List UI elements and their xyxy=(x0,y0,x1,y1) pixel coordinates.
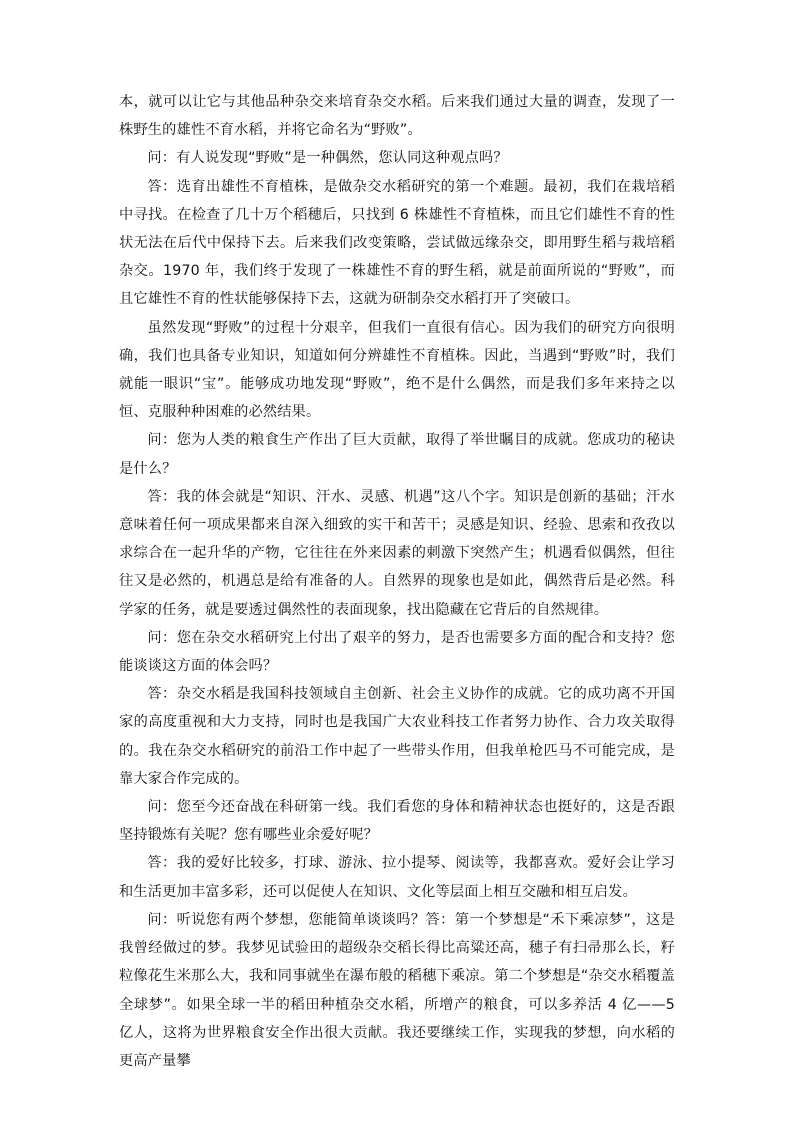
paragraph-question: 问：有人说发现“野败”是一种偶然，您认同这种观点吗？ xyxy=(147,150,508,167)
paragraph-question: 问：您至今还奋战在科研第一线。我们看您的身体和精神状态也挺好的，这是否跟坚持锻炼有关呢？您有哪些业余爱好呢？ xyxy=(119,799,675,844)
paragraph-question-answer: 问：听说您有两个梦想，您能简单谈谈吗？答：第一个梦想是“禾下乘凉梦”，这是我曾经做过的梦。我梦见试验田的超级杂交稻长得比高粱还高，穗子有扫帚那么长，籽粒像花生米那么大，我和同事就坐在瀑布般的稻穗下乘凉。第二个梦想是“杂交水稻覆盖全球梦”。如果全球一半的稻田种植杂交水稻，所增产的粮食，可以多养活 4 亿——5 亿人，这将为世界粮食安全作出很大贡献。我还要继续工作，实现我的梦想，向水稻的更高产量攀 xyxy=(119,911,675,1069)
paragraph-answer: 答：我的爱好比较多，打球、游泳、拉小提琴、阅读等，我都喜欢。爱好会让学习和生活更加丰富多彩，还可以促使人在知识、文化等层面上相互交融和相互启发。 xyxy=(119,855,675,900)
paragraph-answer: 答：杂交水稻是我国科技领域自主创新、社会主义协作的成就。它的成功离不开国家的高度重视和大力支持，同时也是我国广大农业科技工作者努力协作、合力攻关取得的。我在杂交水稻研究的前沿工作中起了一些带头作用，但我单枪匹马不可能完成，是靠大家合作完成的。 xyxy=(119,686,675,787)
paragraph-question: 问：您在杂交水稻研究上付出了艰辛的努力，是否也需要多方面的配合和支持？您能谈谈这方面的体会吗？ xyxy=(119,629,675,675)
paragraph-continuation: 本，就可以让它与其他品种杂交来培育杂交水稻。后来我们通过大量的调查，发现了一株野生的雄性不育水稻，并将它命名为“野败”。 xyxy=(119,94,675,139)
paragraph-answer-continued: 虽然发现“野败”的过程十分艰辛，但我们一直很有信心。因为我们的研究方向很明确，我们也具备专业知识，知道如何分辨雄性不育植株。因此，当遇到“野败”时，我们就能一眼识“宝”。能够成功地发现“野败”，绝不是什么偶然，而是我们多年来持之以恒、克服种种困难的必然结果。 xyxy=(119,319,675,421)
paragraph-answer: 答：我的体会就是“知识、汗水、灵感、机遇”这八个字。知识是创新的基础；汗水意味着任何一项成果都来自深入细致的实干和苦干；灵感是知识、经验、思索和孜孜以求综合在一起升华的产物，它往往在外来因素的刺激下突然产生；机遇看似偶然，但往往又是必然的，机遇总是给有准备的人。自然界的现象也是如此，偶然背后是必然。科学家的任务，就是要透过偶然性的表面现象，找出隐藏在它背后的自然规律。 xyxy=(119,488,675,618)
document-body xyxy=(119,88,675,1075)
paragraph-question: 问：您为人类的粮食生产作出了巨大贡献，取得了举世瞩目的成就。您成功的秘诀是什么？ xyxy=(119,432,675,477)
paragraph-answer: 答：选育出雄性不育植株，是做杂交水稻研究的第一个难题。最初，我们在栽培稻中寻找。在检查了几十万个稻穗后，只找到 6 株雄性不育植株，而且它们雄性不育的性状无法在后代中保持下去。后来我们改变策略，尝试做远缘杂交，即用野生稻与栽培稻杂交。1970 年，我们终于发现了一株雄性不育的野生稻，就是前面所说的“野败”，而且它雄性不育的性状能够保持下去，这就为研制杂交水稻打开了突破口。 xyxy=(119,178,675,308)
